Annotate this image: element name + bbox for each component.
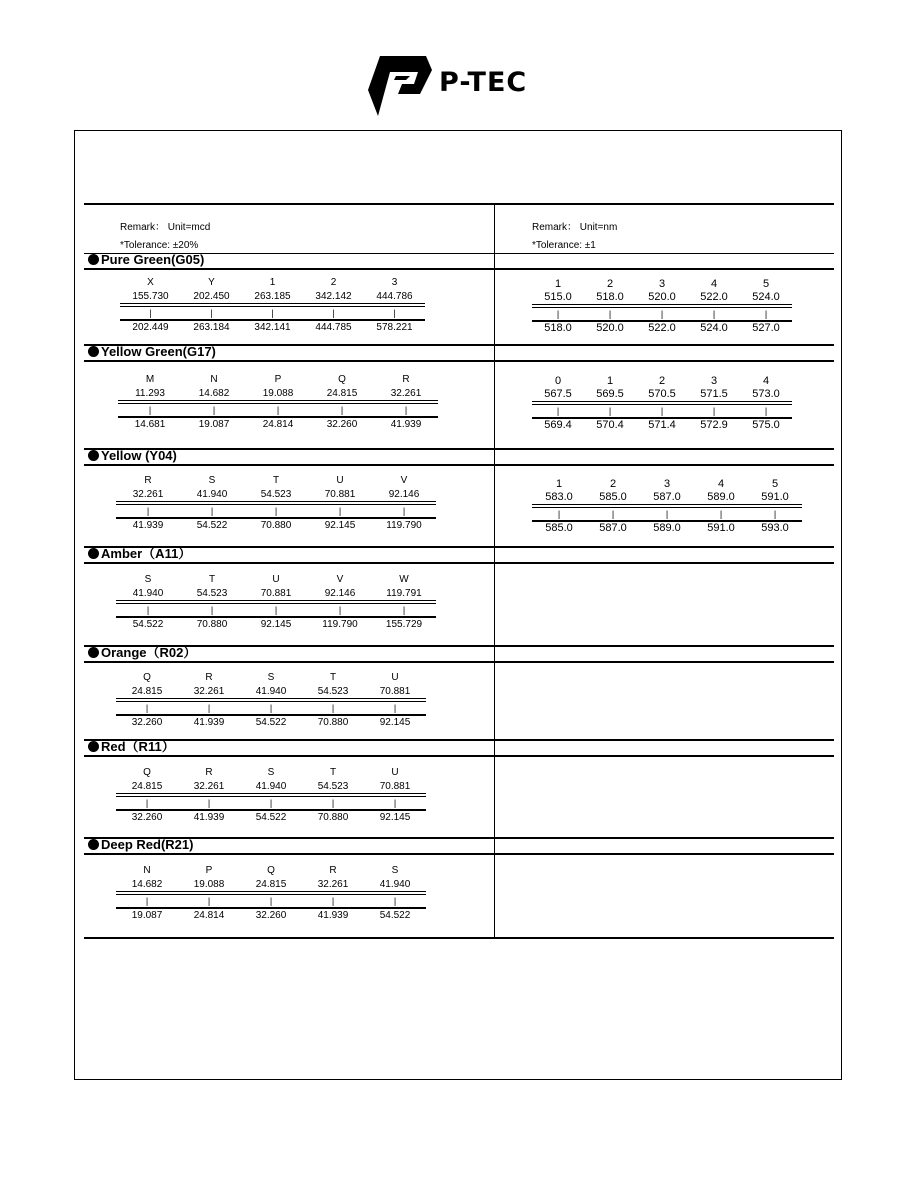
bin-max: 518.0 (544, 322, 572, 334)
intensity-bin-table-bars-row (116, 702, 426, 714)
bin-bar: | (212, 405, 216, 415)
bin-code: 3 (391, 277, 398, 288)
section-heading (84, 252, 834, 270)
bin-bar: | (393, 703, 397, 713)
bin-bar: | (207, 703, 211, 713)
bin-bar: | (145, 896, 149, 906)
bin-min: 70.881 (379, 686, 411, 697)
bin-bar: | (271, 308, 274, 318)
bin-max: 589.0 (653, 522, 681, 534)
remark-wavelength (532, 219, 617, 255)
bin-max: 202.449 (132, 322, 169, 333)
bin-min: 41.940 (255, 781, 287, 792)
bin-bar: | (393, 798, 397, 808)
bin-max: 342.141 (254, 322, 291, 333)
bin-bar: | (404, 405, 408, 415)
bin-code: W (399, 574, 409, 585)
bin-code: 4 (717, 478, 725, 490)
bin-min: 41.940 (132, 588, 164, 599)
bin-code: V (336, 574, 344, 585)
bin-max: 70.880 (317, 812, 349, 823)
intensity-bin-table-mins-row (116, 780, 426, 794)
bin-bar: | (146, 506, 150, 516)
remark-unit-nm: Remark： Unit=nm (532, 222, 618, 233)
bin-min: 92.146 (324, 588, 356, 599)
bin-min: 522.0 (700, 291, 728, 303)
bin-bar: | (149, 308, 152, 318)
bin-max: 593.0 (761, 522, 789, 534)
bin-bar: | (764, 309, 768, 319)
bin-max: 571.4 (648, 419, 676, 431)
bin-min: 119.791 (386, 588, 422, 599)
intensity-bin-table-bars-row (120, 307, 425, 319)
wavelength-bin-table-bars-row (532, 405, 792, 417)
bin-bar: | (210, 308, 213, 318)
bin-min: 524.0 (752, 291, 780, 303)
bin-max: 32.260 (131, 812, 163, 823)
bin-max: 19.087 (131, 910, 163, 921)
bin-max: 54.522 (132, 619, 164, 630)
bin-code: Q (143, 767, 151, 778)
bin-bar: | (148, 405, 152, 415)
bin-bar: | (340, 405, 344, 415)
bin-code: S (267, 672, 275, 683)
intensity-bin-table-maxs-row (116, 517, 436, 532)
section-title: Orange（R02） (101, 645, 197, 660)
section-title: Deep Red(R21) (101, 837, 194, 852)
bin-bar: | (331, 798, 335, 808)
bin-code: R (144, 475, 152, 486)
bin-min: 32.261 (193, 781, 225, 792)
wavelength-bin-table-maxs-row (532, 520, 802, 535)
bin-max: 444.785 (315, 322, 352, 333)
bin-code: M (145, 374, 155, 385)
bin-code: 3 (658, 278, 666, 290)
bin-bar: | (719, 509, 723, 519)
wavelength-bin-table-codes-row (532, 277, 792, 291)
bin-min: 583.0 (545, 491, 573, 503)
bin-bar: | (145, 703, 149, 713)
wavelength-bin-table-codes-row (532, 477, 802, 491)
bin-code: N (210, 374, 218, 385)
bin-max: 92.145 (379, 812, 411, 823)
bin-min: 32.261 (132, 489, 164, 500)
bin-min: 92.146 (388, 489, 420, 500)
logo-text: P-TEC (439, 67, 528, 98)
bin-bar: | (665, 509, 669, 519)
bin-code: X (147, 277, 154, 288)
bin-min: 567.5 (544, 388, 572, 400)
bin-code: 0 (554, 375, 562, 387)
bin-max: 54.522 (196, 520, 228, 531)
bin-min: 589.0 (707, 491, 735, 503)
section-heading (84, 739, 834, 757)
bin-max: 41.939 (390, 419, 422, 430)
bin-code: 4 (762, 375, 770, 387)
bin-min: 155.730 (132, 291, 169, 302)
intensity-bin-table-maxs-row (116, 809, 426, 824)
bin-code: 1 (554, 278, 562, 290)
intensity-bin-table (120, 276, 425, 334)
bin-code: N (143, 865, 151, 876)
wavelength-bin-table (532, 374, 792, 432)
bin-code: 1 (555, 478, 563, 490)
intensity-bin-table-mins-row (116, 587, 436, 601)
bin-bar: | (338, 506, 342, 516)
bin-max: 155.729 (385, 619, 423, 630)
bin-min: 24.815 (326, 388, 358, 399)
bin-min: 11.293 (135, 388, 165, 399)
bin-code: T (208, 574, 216, 585)
bin-min: 19.088 (262, 388, 294, 399)
section-heading (84, 837, 834, 855)
bin-bar: | (207, 896, 211, 906)
bullet-icon (88, 839, 99, 850)
bin-min: 24.815 (131, 686, 163, 697)
bin-min: 32.261 (390, 388, 422, 399)
bin-code: 5 (762, 278, 770, 290)
intensity-bin-table-mins-row (116, 878, 426, 892)
bin-bar: | (608, 406, 612, 416)
bin-code: T (272, 475, 280, 486)
section-heading (84, 546, 834, 564)
intensity-bin-table-codes-row (120, 276, 425, 290)
wavelength-bin-table-mins-row (532, 291, 792, 305)
bin-bar: | (660, 309, 664, 319)
bin-code: U (272, 574, 280, 585)
intensity-bin-table-maxs-row (116, 714, 426, 729)
remark-unit-mcd: Remark： Unit=mcd (120, 222, 211, 233)
bin-max: 119.790 (386, 520, 422, 531)
bin-max: 92.145 (379, 717, 411, 728)
bin-max: 92.145 (324, 520, 356, 531)
bin-bar: | (269, 896, 273, 906)
bin-bar: | (402, 506, 406, 516)
bin-code: R (205, 767, 213, 778)
bin-code: Q (338, 374, 346, 385)
section-heading (84, 344, 834, 362)
bin-max: 92.145 (260, 619, 292, 630)
bin-code: 2 (658, 375, 666, 387)
bullet-icon (88, 741, 99, 752)
bullet-icon (88, 450, 99, 461)
bin-min: 54.523 (317, 781, 349, 792)
bin-code: Q (143, 672, 151, 683)
bullet-icon (88, 647, 99, 658)
bin-min: 70.881 (379, 781, 411, 792)
intensity-bin-table-maxs-row (120, 319, 425, 334)
intensity-bin-table (116, 474, 436, 532)
bin-min: 54.523 (260, 489, 292, 500)
bin-max: 569.4 (544, 419, 572, 431)
bin-code: S (208, 475, 216, 486)
bin-min: 570.5 (648, 388, 676, 400)
bin-code: R (329, 865, 337, 876)
bin-bar: | (660, 406, 664, 416)
section-heading (84, 448, 834, 466)
bin-code: 2 (609, 478, 617, 490)
bin-min: 263.185 (254, 291, 291, 302)
bin-bar: | (269, 703, 273, 713)
bin-max: 19.087 (198, 419, 230, 430)
remark-tolerance-wavelength: *Tolerance: ±1 (532, 240, 596, 251)
bullet-icon (88, 254, 99, 265)
bin-min: 520.0 (648, 291, 676, 303)
bin-code: S (144, 574, 152, 585)
bin-max: 24.814 (193, 910, 225, 921)
bin-max: 32.260 (326, 419, 358, 430)
bin-min: 569.5 (596, 388, 624, 400)
bin-min: 54.523 (196, 588, 228, 599)
bin-min: 70.881 (324, 489, 356, 500)
bullet-icon (88, 548, 99, 559)
bin-max: 24.814 (262, 419, 294, 430)
bin-min: 70.881 (260, 588, 292, 599)
bin-code: 4 (710, 278, 718, 290)
bin-min: 14.682 (198, 388, 230, 399)
intensity-bin-table (116, 573, 436, 631)
bin-max: 585.0 (545, 522, 573, 534)
bin-max: 41.939 (193, 812, 225, 823)
bin-min: 573.0 (752, 388, 780, 400)
bin-bar: | (712, 406, 716, 416)
bin-max: 41.939 (193, 717, 225, 728)
bin-code: U (336, 475, 344, 486)
bin-max: 591.0 (707, 522, 735, 534)
bin-max: 119.790 (322, 619, 358, 630)
bin-bar: | (145, 798, 149, 808)
bin-min: 19.088 (193, 879, 225, 890)
bin-min: 54.523 (317, 686, 349, 697)
wavelength-bin-table-maxs-row (532, 417, 792, 432)
bin-max: 54.522 (379, 910, 411, 921)
bin-code: U (391, 672, 399, 683)
bin-code: Q (267, 865, 275, 876)
column-divider (494, 205, 495, 938)
bin-max: 570.4 (596, 419, 624, 431)
intensity-bin-table-bars-row (116, 604, 436, 616)
wavelength-bin-table-bars-row (532, 308, 792, 320)
bin-code: R (205, 672, 213, 683)
bin-max: 263.184 (193, 322, 230, 333)
bin-bar: | (556, 406, 560, 416)
wavelength-bin-table (532, 277, 792, 335)
bin-bar: | (331, 703, 335, 713)
bin-code: V (400, 475, 408, 486)
intensity-bin-table-bars-row (118, 404, 438, 416)
bin-code: R (402, 374, 410, 385)
intensity-bin-table-mins-row (120, 290, 425, 304)
bin-bar: | (557, 509, 561, 519)
bin-max: 572.9 (700, 419, 728, 431)
bin-code: T (329, 767, 337, 778)
bin-bar: | (146, 605, 150, 615)
intensity-bin-table-bars-row (116, 797, 426, 809)
intensity-bin-table-codes-row (116, 573, 436, 587)
bin-min: 24.815 (131, 781, 163, 792)
bin-bar: | (712, 309, 716, 319)
bin-bar: | (393, 308, 396, 318)
bin-bar: | (331, 896, 335, 906)
bin-code: T (329, 672, 337, 683)
bin-bar: | (332, 308, 335, 318)
section-title: Red（R11） (101, 739, 175, 754)
section-title: Yellow (Y04) (101, 448, 177, 463)
intensity-bin-table-maxs-row (116, 907, 426, 922)
intensity-bin-table-codes-row (116, 474, 436, 488)
bin-max: 520.0 (596, 322, 624, 334)
section-title: Yellow Green(G17) (101, 344, 216, 359)
bin-min: 585.0 (599, 491, 627, 503)
bin-max: 575.0 (752, 419, 780, 431)
intensity-bin-table-mins-row (116, 488, 436, 502)
bin-bar: | (773, 509, 777, 519)
bin-code: 1 (269, 277, 276, 288)
bin-bar: | (210, 605, 214, 615)
bin-code: 3 (710, 375, 718, 387)
bin-min: 41.940 (379, 879, 411, 890)
bullet-icon (88, 346, 99, 357)
bin-bar: | (608, 309, 612, 319)
bin-min: 587.0 (653, 491, 681, 503)
bin-code: S (391, 865, 399, 876)
bin-code: P (205, 865, 213, 876)
bin-max: 524.0 (700, 322, 728, 334)
wavelength-bin-table-bars-row (532, 508, 802, 520)
bin-code: 5 (771, 478, 779, 490)
bin-min: 342.142 (315, 291, 352, 302)
section-heading (84, 645, 834, 663)
bin-min: 202.450 (193, 291, 230, 302)
bin-bar: | (611, 509, 615, 519)
bin-min: 32.261 (193, 686, 225, 697)
section-title: Amber（A11） (101, 546, 192, 561)
company-logo (366, 54, 556, 118)
section-bottom-rule (84, 937, 834, 939)
bin-min: 518.0 (596, 291, 624, 303)
bin-max: 14.681 (134, 419, 166, 430)
bin-bar: | (207, 798, 211, 808)
bin-max: 587.0 (599, 522, 627, 534)
bin-min: 24.815 (255, 879, 287, 890)
bin-code: Y (208, 277, 215, 288)
bin-max: 578.221 (376, 322, 413, 333)
bin-code: S (267, 767, 275, 778)
intensity-bin-table (116, 766, 426, 824)
bin-code: 3 (663, 478, 671, 490)
remark-tolerance-intensity: *Tolerance: ±20% (120, 240, 199, 251)
wavelength-bin-table (532, 477, 802, 535)
intensity-bin-table-codes-row (116, 671, 426, 685)
intensity-bin-table-mins-row (116, 685, 426, 699)
intensity-bin-table-codes-row (116, 766, 426, 780)
bin-bar: | (210, 506, 214, 516)
bin-code: 1 (606, 375, 614, 387)
bin-bar: | (276, 405, 280, 415)
intensity-bin-table-maxs-row (116, 616, 436, 631)
bin-max: 70.880 (317, 717, 349, 728)
bin-max: 41.939 (317, 910, 349, 921)
bin-bar: | (764, 406, 768, 416)
bin-max: 70.880 (260, 520, 292, 531)
bin-max: 32.260 (131, 717, 163, 728)
intensity-bin-table-codes-row (118, 373, 438, 387)
bin-bar: | (338, 605, 342, 615)
p-tec-logo-icon (366, 54, 436, 118)
bin-min: 14.682 (131, 879, 163, 890)
bin-max: 70.880 (196, 619, 228, 630)
wavelength-bin-table-mins-row (532, 388, 792, 402)
bin-min: 515.0 (544, 291, 572, 303)
intensity-bin-table-bars-row (116, 505, 436, 517)
bin-code: U (391, 767, 399, 778)
intensity-bin-table-mins-row (118, 387, 438, 401)
bin-bar: | (402, 605, 406, 615)
bin-min: 41.940 (196, 489, 228, 500)
bin-min: 591.0 (761, 491, 789, 503)
intensity-bin-table-bars-row (116, 895, 426, 907)
bin-code: 2 (330, 277, 337, 288)
bin-max: 32.260 (255, 910, 287, 921)
wavelength-bin-table-mins-row (532, 491, 802, 505)
section-title: Pure Green(G05) (101, 252, 205, 267)
bin-max: 54.522 (255, 812, 287, 823)
intensity-bin-table-codes-row (116, 864, 426, 878)
remark-intensity (120, 219, 210, 255)
bin-max: 41.939 (132, 520, 164, 531)
bin-min: 32.261 (317, 879, 349, 890)
bin-max: 527.0 (752, 322, 780, 334)
wavelength-bin-table-codes-row (532, 374, 792, 388)
intensity-bin-table-maxs-row (118, 416, 438, 431)
bin-min: 444.786 (376, 291, 413, 302)
bin-max: 522.0 (648, 322, 676, 334)
bin-bar: | (393, 896, 397, 906)
bin-min: 571.5 (700, 388, 728, 400)
bin-bar: | (556, 309, 560, 319)
intensity-bin-table (118, 373, 438, 431)
bin-bar: | (269, 798, 273, 808)
bin-code: 2 (606, 278, 614, 290)
bin-code: P (274, 374, 282, 385)
intensity-bin-table (116, 671, 426, 729)
wavelength-bin-table-maxs-row (532, 320, 792, 335)
bin-min: 41.940 (255, 686, 287, 697)
bin-bar: | (274, 506, 278, 516)
remark-row (84, 203, 834, 254)
intensity-bin-table (116, 864, 426, 922)
bin-max: 54.522 (255, 717, 287, 728)
bin-bar: | (274, 605, 278, 615)
